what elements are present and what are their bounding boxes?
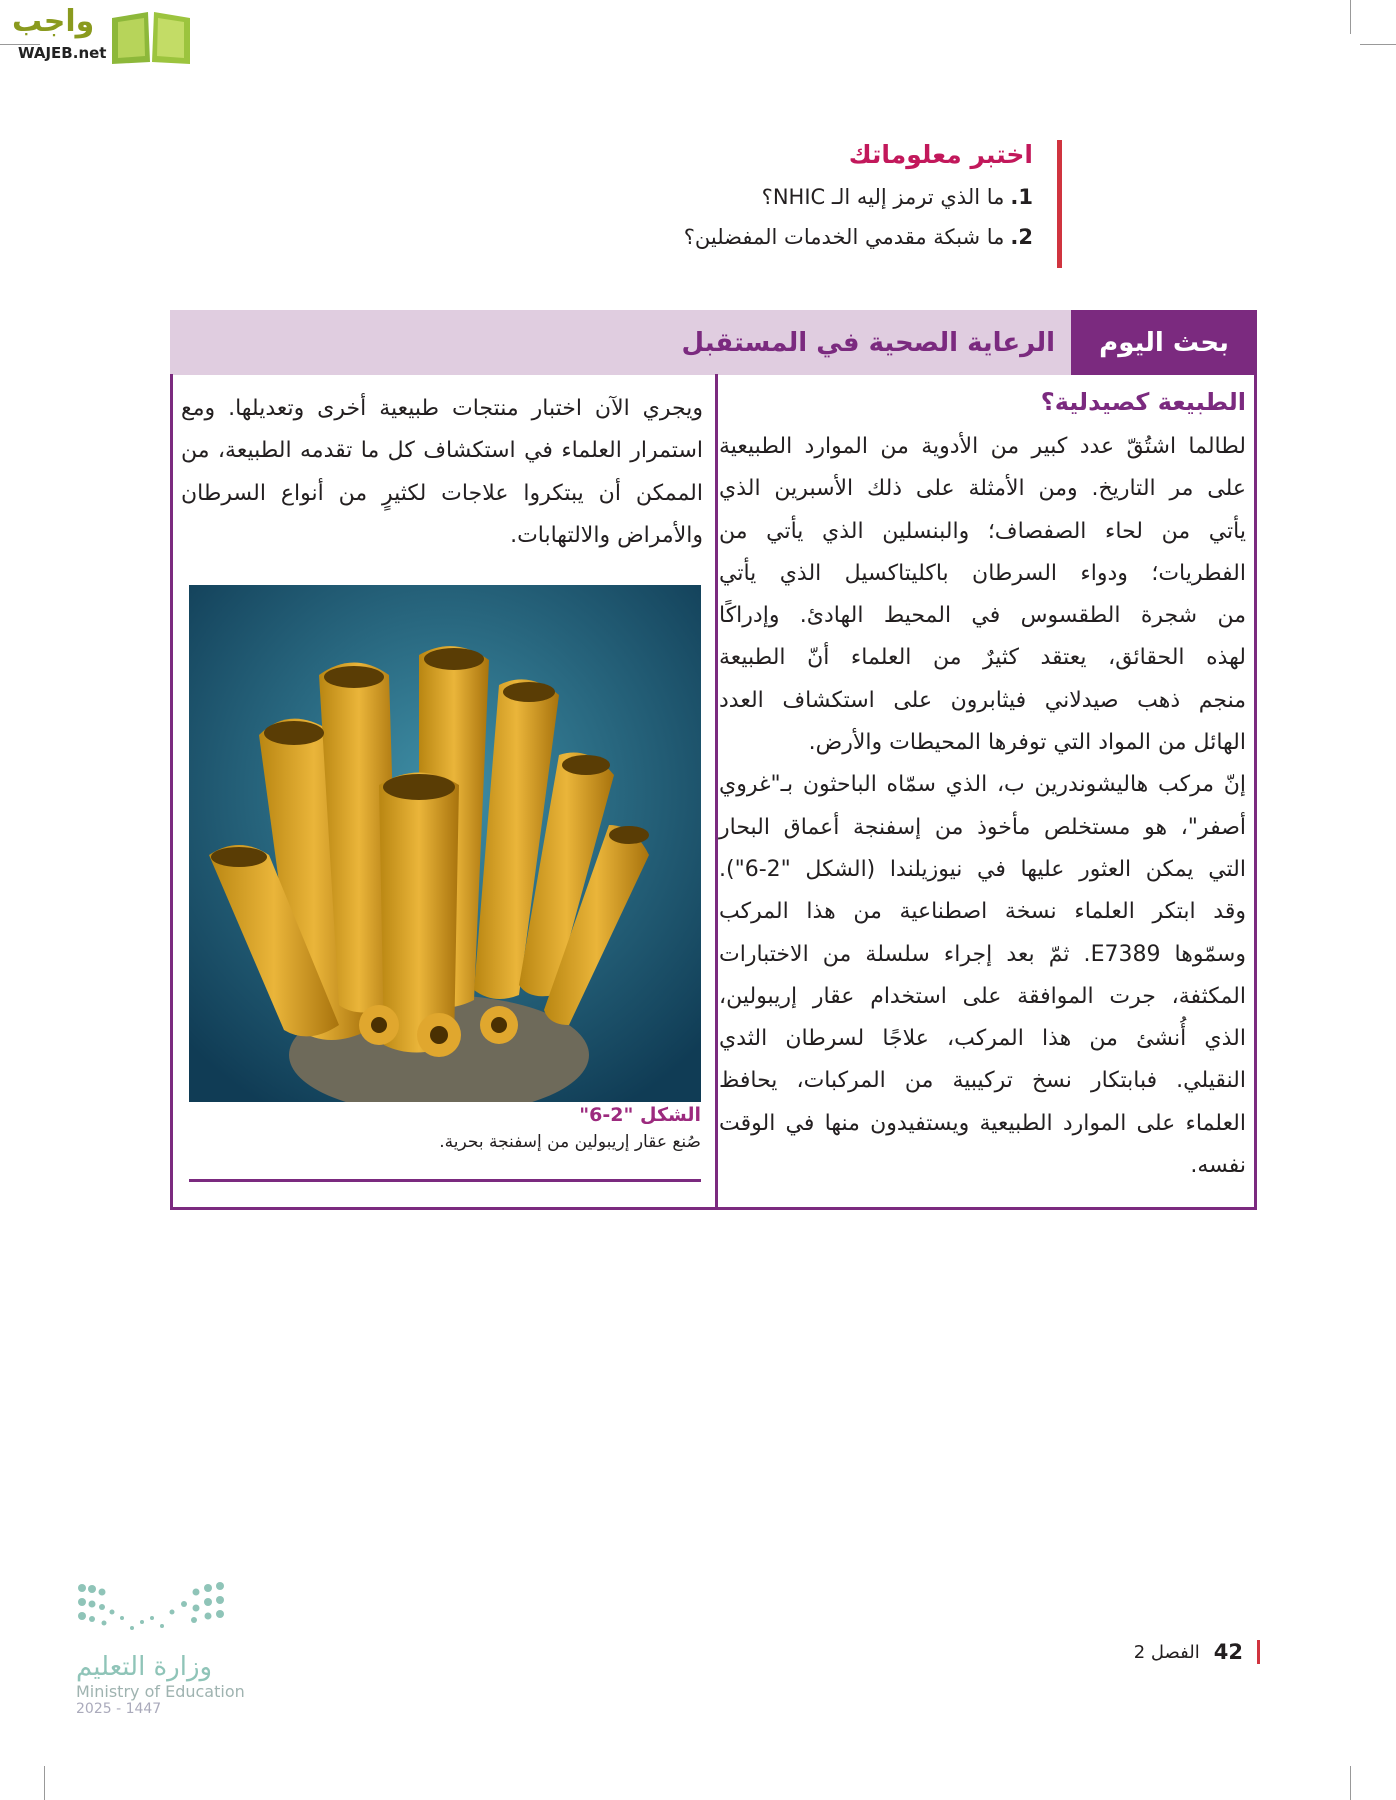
crop-mark [44,1766,45,1800]
right-column [719,388,1246,1187]
ministry-english: Ministry of Education [76,1682,245,1701]
article-heading: الطبيعة كصيدلية؟ [1040,388,1246,416]
crop-mark [1350,1766,1351,1800]
section-banner [170,310,1257,375]
figure-label: الشكل "2-6" [579,1104,701,1126]
body-text-line: يأتي من لحاء الصفصاف؛ والبنسلين الذي يأتي من [719,518,1246,544]
ministry-arabic: وزارة التعليم [76,1652,213,1682]
body-text-line: منجم ذهب صيدلاني فيثابرون على استكشاف العدد [719,687,1246,713]
footer-bar [1257,1640,1260,1664]
crop-mark [1360,44,1396,45]
ministry-year: 2025 - 1447 [76,1701,162,1717]
quiz-question [602,185,1033,209]
page-number: 42 [1213,1640,1243,1664]
logo-arabic: واجب [12,4,95,39]
question-number: 2. [1010,225,1033,249]
body-text-line: نفسه. [1190,1153,1246,1179]
body-text-line: والأمراض والالتهابات. [510,522,703,548]
body-text-line: الممكن أن يبتكروا علاجات لكثيرٍ من أنواع السرطان [181,480,703,506]
sea-sponge-photo [189,585,701,1102]
body-text-line: إنّ مركب هاليشوندرين ب، الذي سمّاه الباحثون بـ"غروي [719,772,1246,798]
page-footer [1100,1640,1260,1664]
body-text-line: لطالما اشتُقّ عدد كبير من الأدوية من الموارد الطبيعية [719,434,1246,459]
quiz-question [602,225,1033,249]
ministry-logo [76,1580,246,1717]
ministry-dots-icon [76,1580,246,1640]
body-text-line: على مر التاريخ. ومن الأمثلة على ذلك الأسبرين الذي [719,476,1246,502]
body-text-line: العلماء على الموارد الطبيعية ويستفيدون منها في الوقت [719,1110,1246,1136]
wajeb-logo[interactable] [8,4,193,68]
banner-tab: بحث اليوم [1071,310,1257,375]
body-text-line: الذي أُنشئ من هذا المركب، علاجًا لسرطان الثدي [719,1026,1246,1052]
figure-caption-text: صُنع عقار إريبولين من إسفنجة بحرية. [439,1132,701,1152]
logo-latin: WAJEB.net [18,44,107,62]
left-column [181,388,703,557]
question-text: ما شبكة مقدمي الخدمات المفضلين؟ [683,225,1005,249]
caption-rule [189,1179,701,1182]
banner-title: الرعاية الصحية في المستقبل [681,327,1055,358]
body-text-line: لهذه الحقائق، يعتقد كثيرٌ من العلماء أنّ الطبيعة [719,645,1246,671]
figure-caption [189,1104,701,1152]
quiz-title: اختبر معلوماتك [848,140,1033,169]
body-text-line: من شجرة الطقسوس في المحيط الهادئ. وإدراكًا [719,603,1246,629]
body-text-line: ويجري الآن اختبار منتجات طبيعية أخرى وتعديلها. ومع [181,396,703,421]
body-text-line: الهائل من المواد التي توفرها المحيطات والأرض. [808,730,1246,756]
chapter-label: الفصل 2 [1133,1641,1200,1663]
column-divider [715,374,718,1207]
body-text-line: وقد ابتكر العلماء نسخة اصطناعية من هذا المركب [719,899,1246,925]
body-text-line: المكثفة، جرت الموافقة على استخدام عقار إريبولين، [719,983,1246,1009]
body-text-line: وسمّوها E7389. ثمّ بعد إجراء سلسلة من الاختبارات [719,941,1246,967]
quiz-section [602,140,1062,268]
body-text-line: الفطريات؛ ودواء السرطان باكليتاكسيل الذي يأتي [719,560,1246,586]
book-icon [108,8,194,66]
body-text-line: التي يمكن العثور عليها في نيوزيلندا (الشكل "2-6"). [719,856,1246,882]
body-text-line: استمرار العلماء في استكشاف كل ما تقدمه الطبيعة، من [181,438,703,464]
crop-mark [1350,0,1351,34]
question-text: ما الذي ترمز إليه الـ NHIC؟ [761,185,1005,209]
body-text-line: النقيلي. فبابتكار نسخ تركيبية من المركبات، يحافظ [719,1068,1246,1094]
question-number: 1. [1010,185,1033,209]
article-box [170,374,1257,1210]
body-text-line: أصفر"، هو مستخلص مأخوذ من إسفنجة أعماق البحار [719,814,1246,840]
